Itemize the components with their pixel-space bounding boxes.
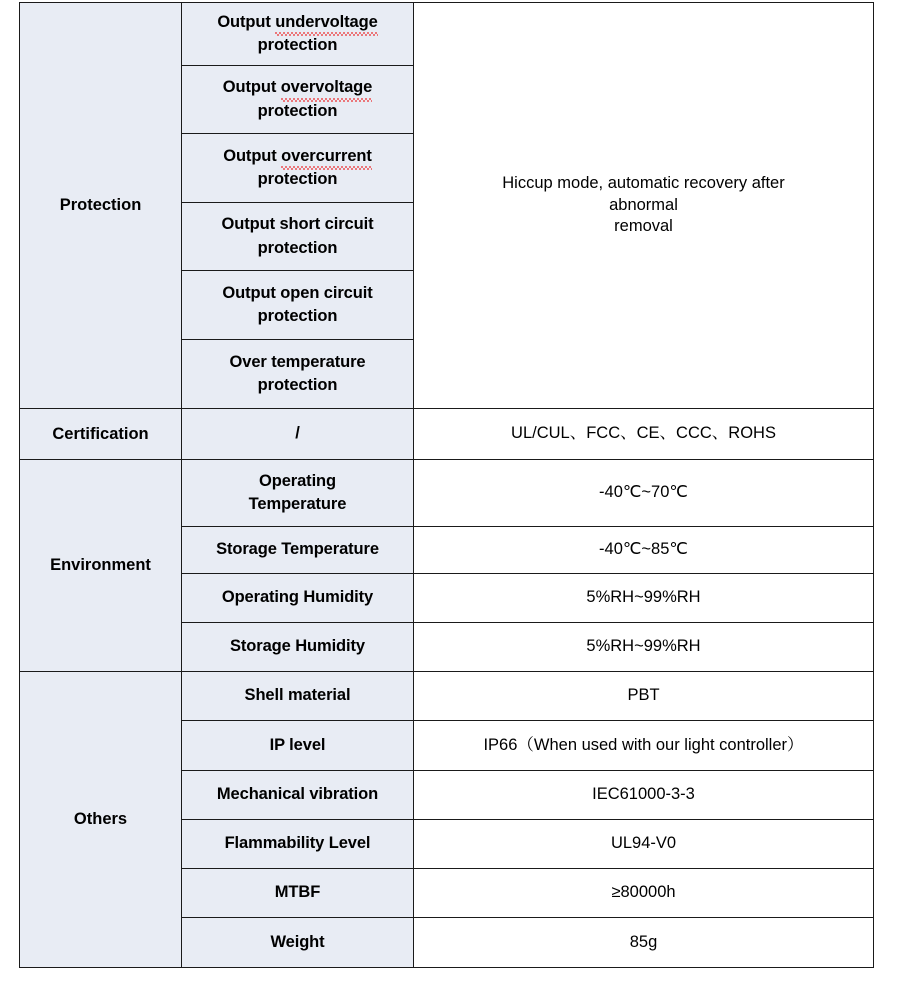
- item-cell-over-temperature-protection: [182, 340, 414, 409]
- protection-value-line3: removal: [614, 217, 673, 236]
- value-text: IEC61000-3-3: [592, 785, 695, 804]
- value-text: PBT: [627, 686, 660, 705]
- category-cell-others: [20, 672, 182, 968]
- value-text: UL/CUL、FCC、CE、CCC、ROHS: [511, 424, 776, 443]
- item-label: Storage Humidity: [229, 637, 365, 656]
- table-row: [20, 409, 874, 460]
- item-label-line1: Over temperature: [229, 352, 366, 371]
- item-label: [182, 277, 413, 334]
- item-label: [182, 208, 413, 265]
- item-label: Shell material: [244, 686, 351, 705]
- item-label: MTBF: [274, 883, 321, 902]
- value-text: UL94-V0: [610, 834, 677, 853]
- value-cell-certification: [414, 409, 874, 460]
- value-cell-shell-material: [414, 672, 874, 721]
- item-label: Mechanical vibration: [216, 785, 379, 804]
- item-label-line2: protection: [257, 36, 338, 54]
- item-label-line1: Operating: [258, 471, 337, 490]
- item-cell-output-overcurrent-protection: [182, 134, 414, 203]
- table-row: [20, 672, 874, 721]
- item-label: Storage Temperature: [216, 540, 379, 559]
- item-label: Output overvoltage protection: [222, 78, 373, 120]
- item-label: Weight: [270, 932, 325, 951]
- protection-value-line2: abnormal: [609, 195, 678, 214]
- item-cell-mechanical-vibration: [182, 771, 414, 820]
- value-cell-flammability-level: [414, 820, 874, 869]
- value-cell-mechanical-vibration: [414, 771, 874, 820]
- item-label-line2: protection: [257, 376, 338, 394]
- item-cell-ip-level: [182, 721, 414, 771]
- item-cell-flammability-level: [182, 820, 414, 869]
- item-cell-storage-temperature: [182, 527, 414, 574]
- value-text: ≥80000h: [611, 883, 676, 902]
- value-text: -40℃~70℃: [599, 483, 688, 502]
- table-row: [20, 3, 874, 66]
- item-label: [182, 465, 413, 522]
- item-cell-certification-slash: [182, 409, 414, 460]
- item-label: Output undervoltage protection: [217, 12, 378, 54]
- item-cell-operating-humidity: [182, 574, 414, 623]
- item-cell-output-overvoltage-protection: [182, 66, 414, 134]
- category-cell-certification: [20, 409, 182, 460]
- value-text: IP66（When used with our light controller）: [483, 735, 804, 754]
- item-cell-storage-humidity: [182, 623, 414, 672]
- item-label: IP level: [269, 735, 326, 754]
- table-row: [20, 460, 874, 527]
- category-label: Protection: [59, 196, 142, 214]
- category-label: Others: [73, 810, 128, 828]
- item-label-line1: Output open circuit: [222, 283, 373, 302]
- value-cell-operating-humidity: [414, 574, 874, 623]
- value-cell-storage-temperature: [414, 527, 874, 574]
- value-cell-weight: [414, 918, 874, 968]
- spellcheck-underline-overvoltage: overvoltage: [281, 76, 373, 99]
- protection-merged-value-cell: [414, 3, 874, 409]
- value-cell-mtbf: [414, 869, 874, 918]
- value-cell-operating-temperature: [414, 460, 874, 527]
- spellcheck-underline-overcurrent: overcurrent: [281, 145, 372, 168]
- specification-table: [19, 2, 874, 968]
- spellcheck-underline-undervoltage: undervoltage: [275, 11, 377, 34]
- item-cell-output-undervoltage-protection: [182, 3, 414, 66]
- value-text: 85g: [629, 932, 658, 951]
- item-label: [182, 346, 413, 403]
- value-cell-storage-humidity: [414, 623, 874, 672]
- value-text: 5%RH~99%RH: [586, 637, 701, 656]
- item-cell-weight: [182, 918, 414, 968]
- item-cell-mtbf: [182, 869, 414, 918]
- category-cell-protection: [20, 3, 182, 409]
- value-text: -40℃~85℃: [599, 540, 688, 559]
- item-label-line2: protection: [257, 170, 338, 188]
- item-label-line1: Output short circuit: [221, 215, 374, 234]
- item-cell-output-open-circuit-protection: [182, 271, 414, 340]
- item-cell-output-short-circuit-protection: [182, 203, 414, 271]
- value-cell-ip-level: [414, 721, 874, 771]
- protection-value-line1: Hiccup mode, automatic recovery after: [502, 173, 785, 192]
- item-label-line2: protection: [257, 238, 338, 257]
- item-label: /: [295, 424, 300, 443]
- category-label: Certification: [52, 424, 149, 443]
- item-label: Operating Humidity: [221, 588, 374, 607]
- item-label-line2: protection: [257, 101, 338, 120]
- item-cell-operating-temperature: [182, 460, 414, 527]
- item-cell-shell-material: [182, 672, 414, 721]
- category-label: Environment: [50, 556, 151, 574]
- value-text: 5%RH~99%RH: [586, 588, 701, 607]
- protection-value-text: [414, 167, 873, 245]
- item-label: Flammability Level: [224, 834, 371, 853]
- item-label-line2: protection: [257, 307, 338, 325]
- category-cell-environment: [20, 460, 182, 672]
- item-label: Output overcurrent protection: [223, 146, 372, 188]
- item-label-line2: Temperature: [248, 495, 347, 513]
